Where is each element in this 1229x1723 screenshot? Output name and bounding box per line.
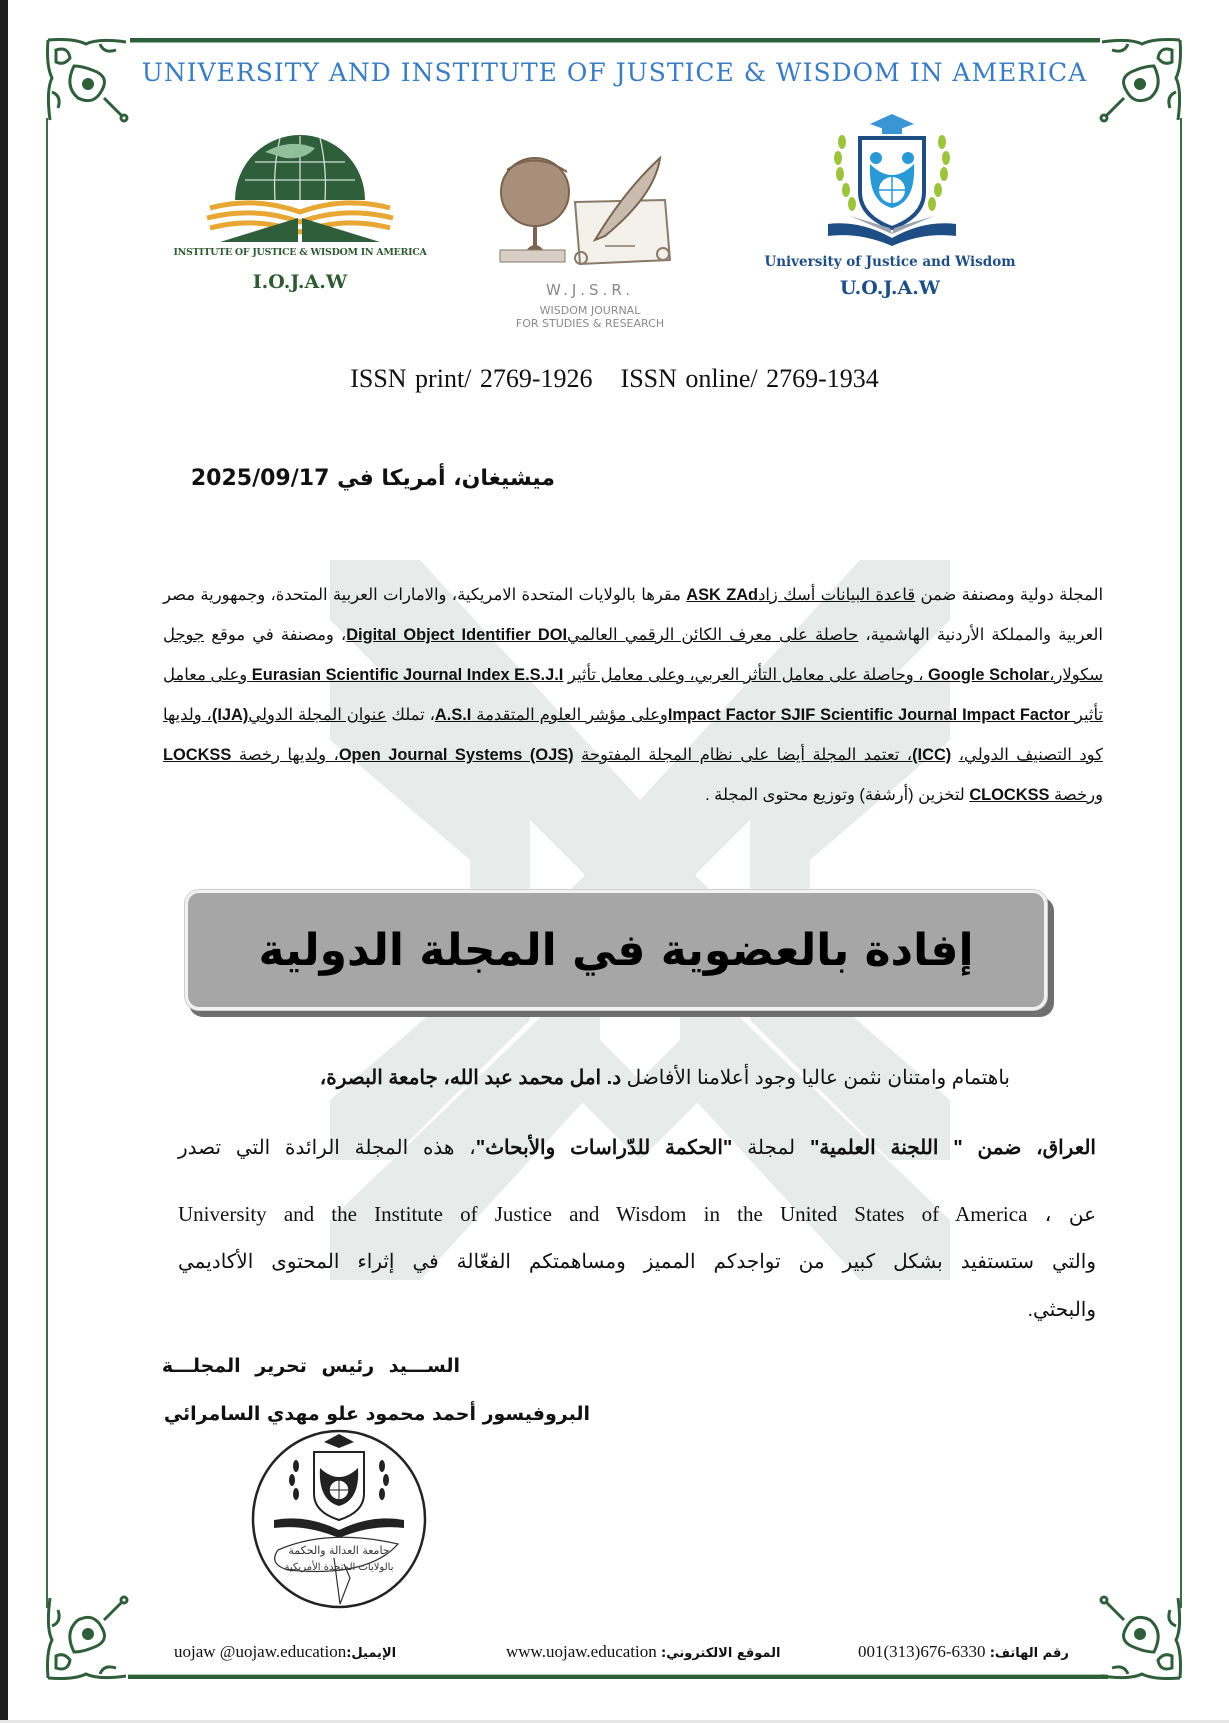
body-line-5: والبحثي.: [1027, 1299, 1096, 1321]
border-left-line: [46, 118, 48, 1608]
phone-label: رقم الهاتف:: [989, 1646, 1069, 1661]
border-bottom-line: [128, 1675, 1108, 1679]
intro-segment: LOCKSS: [163, 746, 232, 764]
intro-segment: كود التصنيف الدولي،: [958, 746, 1103, 764]
body-line-1: [178, 1065, 1096, 1090]
body-line-2-text: لمجلة: [732, 1137, 810, 1159]
intro-segment: ،: [1049, 666, 1055, 684]
logo-center-line2: FOR STUDIES & RESEARCH: [515, 317, 665, 330]
stamp-line-1: جامعة العدالة والحكمة: [288, 1544, 390, 1557]
intro-segment: [574, 746, 582, 764]
intro-segment: (ICC): [912, 746, 952, 764]
intro-segment: قاعدة البيانات أسك زاد: [758, 586, 916, 604]
body-line-2-tail: ، هذه المجلة الرائدة التي تصدر: [178, 1137, 476, 1159]
issn-line: [0, 364, 1229, 394]
intro-segment: وعلى مؤشر العلوم المتقدمة: [471, 706, 668, 724]
intro-segment: Eurasian Scientific Journal Index E.S.J.I: [251, 666, 564, 684]
stamp-line-2: بالولايات المتحدة الأمريكية: [284, 1562, 394, 1573]
institution-title: UNIVERSITY AND INSTITUTE OF JUSTICE & WISDOM IN AMERICA: [141, 58, 1088, 87]
intro-segment: A.S.I: [434, 706, 472, 724]
signatory-title: الســـيد رئيس تحرير المجلـــة: [161, 1355, 460, 1377]
logo-right-abbr: U.O.J.A.W: [839, 277, 941, 299]
border-right-line: [1180, 118, 1182, 1608]
border-top-highlight: [130, 42, 1100, 43]
journal-name: "الحكمة للدّراسات والأبحاث": [475, 1137, 733, 1159]
logo-right-name: University of Justice and Wisdom: [764, 254, 1016, 270]
phone-value: 001(313)676-6330: [858, 1642, 986, 1661]
intro-segment: Impact Factor: [667, 706, 776, 724]
intro-segment: حاصلة على معرف الكائن الرقمي العالمي: [567, 626, 859, 644]
intro-segment: SJIF Scientific Journal Impact Factor: [780, 706, 1070, 724]
body-line-3: [178, 1202, 1096, 1227]
corner-ornament-icon: [1094, 1592, 1184, 1682]
footer-email: [174, 1642, 396, 1662]
dateline-place: ميشيغان، أمريكا في: [337, 466, 555, 491]
intro-segment: ASK ZAd: [686, 586, 759, 604]
intro-segment: نظام المجلة المفتوحة: [581, 746, 733, 764]
intro-segment: معامل التأثر العربي، وعلى معامل تأثير: [567, 666, 825, 684]
footer-contacts: [170, 1642, 1100, 1666]
intro-segment: ، تملك: [386, 706, 435, 724]
email-label: الإيميل:: [346, 1646, 397, 1661]
body-line-4: والتي ستستفيد بشكل كبير من تواجدكم المميز ومساهمتكم الفعّالة في إثراء المحتوى الأكاديمي: [178, 1251, 1096, 1273]
body-line-1-text: باهتمام وامتنان نثمن عاليا وجود أعلامنا الأفاضل: [621, 1067, 1010, 1089]
body-line-3-ar: عن: [1068, 1204, 1097, 1226]
logo-left-name: INSTITUTE OF JUSTICE & WISDOM IN AMERICA: [173, 247, 427, 258]
intro-segment: (IJA): [211, 706, 249, 724]
issn-online: ISSN online/ 2769-1934: [620, 364, 879, 393]
window-edge: [0, 0, 8, 1723]
shield-crest-logo-icon: [820, 112, 965, 247]
dateline-date: 2025/09/17: [190, 466, 330, 491]
issn-print: ISSN print/ 2769-1926: [350, 364, 593, 393]
logo-left-abbr: I.O.J.A.W: [252, 271, 348, 293]
committee-name: العراق، ضمن " اللجنة العلمية": [809, 1137, 1096, 1159]
signatory-name: البروفيسور أحمد محمود علو مهدي السامرائي: [163, 1403, 590, 1425]
banner-title: إفادة بالعضوية في المجلة الدولية: [258, 924, 974, 976]
dateline: [155, 466, 555, 491]
globe-book-logo-icon: [195, 122, 405, 242]
intro-segment: CLOCKSS: [969, 786, 1050, 804]
intro-segment: ، تعتمد المجلة أيضا على: [732, 746, 913, 764]
website-value[interactable]: www.uojaw.education: [506, 1642, 657, 1661]
website-label: الموقع الالكتروني:: [661, 1646, 781, 1661]
university-english-name: University and the Institute of Justice and Wisdom in the United States of America ،: [178, 1202, 1052, 1226]
intro-segment: Google Scholar: [928, 666, 1050, 684]
university-seal-stamp-icon: [248, 1428, 430, 1610]
intro-segment: ، ولديها: [163, 706, 212, 724]
footer-website: [506, 1642, 780, 1662]
intro-segment: عنوان المجلة الدولي: [248, 706, 387, 724]
intro-segment: لتخزين (أرشفة) وتوزيع محتوى المجلة .: [705, 786, 970, 804]
member-name-affiliation: د. امل محمد عبد الله، جامعة البصرة،: [319, 1067, 622, 1089]
intro-paragraph: [163, 575, 1103, 815]
logo-center-line1: WISDOM JOURNAL: [539, 304, 641, 317]
intro-segment: مقرها بالولايات المتحدة الامريكية، والامارات العربية المتحدة، وجمهورية مصر العربية والمملكة الأردنية الهاشمية،: [163, 586, 1103, 644]
intro-segment: ، وحاصلة على: [824, 666, 929, 684]
intro-segment: ، ومصنفة في موقع: [204, 626, 347, 644]
intro-segment: وعلى معامل تأثير: [163, 666, 1104, 724]
intro-segment: Open Journal Systems (OJS): [338, 746, 574, 764]
intro-segment: [951, 746, 959, 764]
intro-segment: ورخصة: [1049, 786, 1103, 804]
intro-segment: Digital Object Identifier DOI: [346, 626, 568, 644]
body-line-2: [178, 1135, 1096, 1160]
footer-phone: [858, 1642, 1069, 1662]
intro-segment: المجلة دولية ومصنفة ضمن: [915, 586, 1103, 604]
corner-ornament-icon: [44, 1592, 134, 1682]
email-value[interactable]: uojaw @uojaw.education: [174, 1642, 347, 1661]
logo-center-abbr: W.J.S.R.: [545, 281, 634, 299]
intro-segment: جوجل سكولار: [163, 626, 1103, 684]
globe-quill-scroll-logo-icon: [495, 150, 685, 275]
intro-segment: رخصة: [231, 746, 280, 764]
certificate-banner: [185, 890, 1047, 1010]
intro-segment: ، ولديها: [279, 746, 339, 764]
